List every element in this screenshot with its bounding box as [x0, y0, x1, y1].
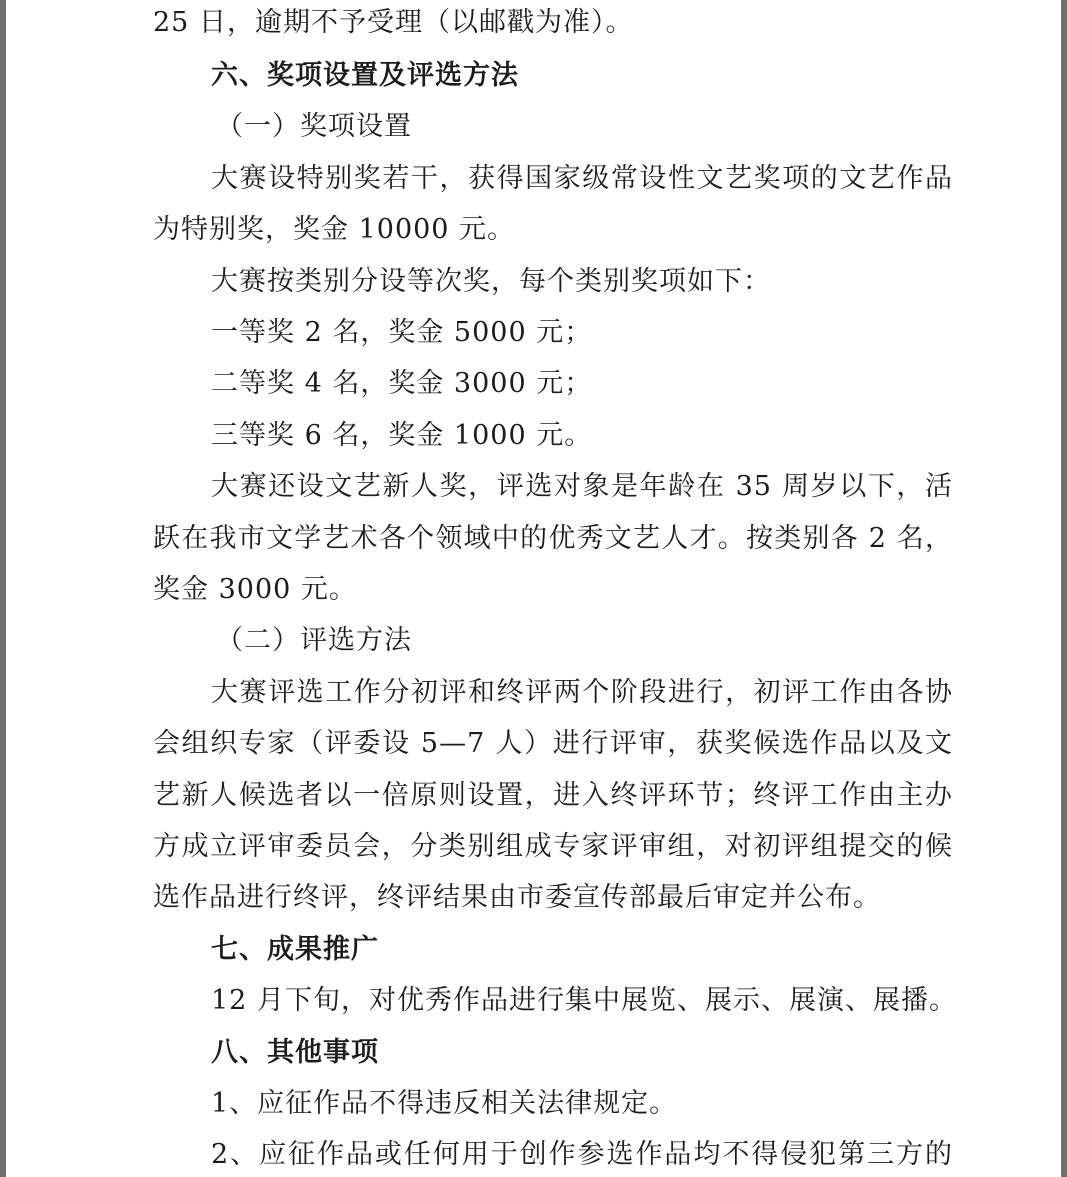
text-line-award-categories: 大赛按类别分设等次奖，每个类别奖项如下： — [211, 266, 771, 297]
text-line-selection-1: 大赛评选工作分初评和终评两个阶段进行，初评工作由各协 — [211, 677, 953, 708]
text-line-selection-2: 会组织专家（评委设 5—7 人）进行评审，获奖候选作品以及文 — [153, 728, 953, 759]
text-line-item-1: 1、应征作品不得违反相关法律规定。 — [211, 1088, 678, 1119]
section-heading-other-matters: 八、其他事项 — [211, 1037, 379, 1068]
text-line-special-award-2: 为特别奖，奖金 10000 元。 — [153, 214, 516, 245]
left-page-edge — [0, 0, 6, 1177]
text-line-third-prize: 三等奖 6 名，奖金 1000 元。 — [211, 420, 593, 451]
text-line-newcomer-award-2: 跃在我市文学艺术各个领域中的优秀文艺人才。按类别各 2 名， — [153, 523, 953, 554]
text-line-item-2: 2、应征作品或任何用于创作参选作品均不得侵犯第三方的 — [211, 1139, 953, 1170]
subsection-heading-selection-method: （二）评选方法 — [216, 625, 412, 656]
text-line-special-award-1: 大赛设特别奖若干，获得国家级常设性文艺奖项的文艺作品 — [211, 163, 953, 194]
text-line-promotion: 12 月下旬，对优秀作品进行集中展览、展示、展演、展播。 — [211, 985, 957, 1016]
text-line-selection-4: 方成立评审委员会，分类别组成专家评审组，对初评组提交的候 — [153, 831, 953, 862]
section-heading-promotion: 七、成果推广 — [211, 934, 379, 965]
section-heading-awards-selection: 六、奖项设置及评选方法 — [211, 60, 519, 91]
right-page-edge — [1061, 0, 1067, 1177]
text-line-deadline: 25 日，逾期不予受理（以邮戳为准）。 — [153, 7, 634, 38]
text-line-second-prize: 二等奖 4 名，奖金 3000 元； — [211, 368, 593, 399]
document-page — [8, 0, 1059, 1177]
text-line-first-prize: 一等奖 2 名，奖金 5000 元； — [211, 317, 593, 348]
text-line-newcomer-award-3: 奖金 3000 元。 — [153, 574, 357, 605]
subsection-heading-awards: （一）奖项设置 — [216, 111, 412, 142]
text-line-newcomer-award-1: 大赛还设文艺新人奖，评选对象是年龄在 35 周岁以下，活 — [211, 471, 953, 502]
text-line-selection-3: 艺新人候选者以一倍原则设置，进入终评环节；终评工作由主办 — [153, 780, 953, 811]
text-line-selection-5: 选作品进行终评，终评结果由市委宣传部最后审定并公布。 — [153, 882, 881, 913]
